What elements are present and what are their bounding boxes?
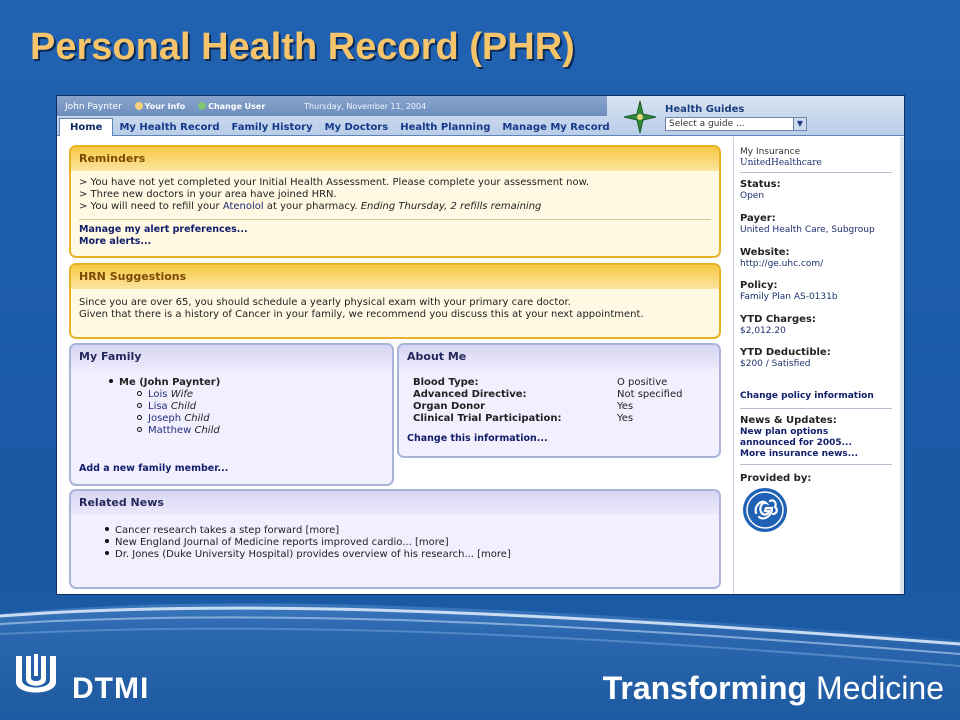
- family-member[interactable]: [109, 425, 384, 437]
- dtmi-brand: DTMI: [72, 672, 150, 705]
- about-me-panel: [397, 343, 721, 458]
- scrollbar[interactable]: [900, 137, 905, 595]
- news-item: [105, 525, 711, 537]
- circle-bullet: [137, 391, 142, 396]
- more-insurance-news-link[interactable]: More insurance news...: [740, 449, 859, 459]
- circle-bullet: [137, 427, 142, 432]
- tab-my-doctors[interactable]: My Doctors: [324, 122, 389, 133]
- family-self-name: Me (John Paynter): [119, 377, 221, 388]
- ytd-charges-value: $2,012.20: [740, 326, 786, 336]
- chevron-down-icon[interactable]: ▼: [793, 118, 806, 130]
- member-name: Matthew: [148, 425, 192, 436]
- about-row: [413, 389, 711, 401]
- reminders-title: Reminders: [71, 147, 719, 171]
- about-key: Blood Type:: [413, 377, 479, 388]
- divider: [740, 464, 892, 465]
- guide-select-value: Select a guide ...: [669, 119, 745, 129]
- health-guides-label: Health Guides: [665, 104, 745, 115]
- policy-value: Family Plan AS-0131b: [740, 292, 838, 302]
- your-info-label: Your Info: [144, 102, 186, 111]
- family-member[interactable]: [109, 413, 384, 425]
- bullet: [105, 551, 109, 555]
- your-info-link[interactable]: [135, 102, 188, 111]
- news-text: Cancer research takes a step forward: [115, 525, 306, 536]
- tab-home[interactable]: Home: [59, 118, 113, 136]
- change-about-link[interactable]: Change this information...: [407, 433, 548, 444]
- divider: [740, 172, 892, 173]
- suggestions-body: [71, 289, 719, 327]
- family-body: [71, 369, 392, 481]
- refill-note: Ending Thursday, 2 refills remaining: [360, 201, 542, 212]
- reminders-panel: [69, 145, 721, 258]
- guide-select[interactable]: [665, 117, 807, 131]
- health-guides: [623, 98, 813, 134]
- family-member[interactable]: [109, 389, 384, 401]
- website-link[interactable]: http://ge.uhc.com/: [740, 259, 824, 269]
- about-value: O positive: [617, 377, 668, 388]
- news-link[interactable]: New plan options: [740, 427, 829, 437]
- news-title: Related News: [71, 491, 719, 515]
- news-item: [105, 549, 711, 561]
- reminder-item: [79, 201, 711, 213]
- about-row: [413, 413, 711, 425]
- circle-bullet: [137, 415, 142, 420]
- member-name: Joseph: [148, 413, 182, 424]
- news-updates-label: News & Updates:: [740, 415, 837, 426]
- divider: [740, 408, 892, 409]
- status-value: Open: [740, 191, 765, 201]
- family-member[interactable]: [109, 401, 384, 413]
- news-list: [79, 525, 711, 561]
- more-link[interactable]: [more]: [477, 549, 511, 560]
- main-content: [57, 137, 733, 595]
- status-label: Status:: [740, 179, 781, 190]
- member-relation: Wife: [170, 389, 194, 400]
- tagline: [603, 670, 944, 707]
- main-tabs: [59, 118, 616, 136]
- member-relation: Child: [184, 413, 210, 424]
- ytd-charges-label: YTD Charges:: [740, 314, 816, 325]
- hrn-suggestions-panel: [69, 263, 721, 339]
- change-user-link[interactable]: [198, 102, 268, 111]
- slide-title: Personal Health Record (PHR): [30, 26, 575, 68]
- tagline-rest: Medicine: [807, 670, 944, 706]
- about-table: [413, 377, 711, 425]
- current-date: Thursday, November 11, 2004: [304, 102, 427, 111]
- member-relation: Child: [170, 401, 197, 412]
- suggestion-line: Given that there is a history of Cancer in your family, we recommend you discuss this at your next appointment.: [79, 309, 644, 320]
- reminders-body: [71, 171, 719, 254]
- reminder-item: > Three new doctors in your area have joined HRN.: [79, 189, 337, 200]
- more-alerts-link[interactable]: More alerts...: [79, 236, 152, 247]
- refill-tail: at your pharmacy.: [263, 201, 361, 212]
- divider: [79, 219, 711, 220]
- user-name: John Paynter: [65, 102, 122, 112]
- my-insurance-label: My Insurance: [740, 147, 801, 157]
- suggestions-title: HRN Suggestions: [71, 265, 719, 289]
- related-news-panel: [69, 489, 721, 589]
- news-body: [71, 515, 719, 567]
- tab-family-history[interactable]: Family History: [231, 122, 313, 133]
- family-list: [79, 377, 384, 437]
- about-row: [413, 401, 711, 413]
- more-link[interactable]: [more]: [414, 537, 449, 548]
- about-row: [413, 377, 711, 389]
- about-key: Clinical Trial Participation:: [413, 413, 562, 424]
- provided-by-label: Provided by:: [740, 473, 812, 484]
- app-topbar: [57, 96, 905, 136]
- insurer-logo: UnitedHealthcare: [740, 158, 822, 168]
- ge-logo-icon: [742, 487, 788, 533]
- reminder-refill-text: > You will need to refill your: [79, 201, 220, 212]
- compass-icon: [623, 100, 657, 134]
- payer-value: United Health Care, Subgroup: [740, 225, 875, 235]
- about-key: Organ Donor: [413, 401, 486, 412]
- add-family-member-link[interactable]: Add a new family member...: [79, 463, 229, 474]
- news-link[interactable]: announced for 2005...: [740, 438, 852, 448]
- news-item: [105, 537, 711, 549]
- bullet: [109, 379, 113, 383]
- more-link[interactable]: [more]: [305, 525, 340, 536]
- my-family-panel: [69, 343, 394, 486]
- drug-link[interactable]: Atenolol: [222, 201, 264, 212]
- tab-manage-my-record[interactable]: Manage My Record: [502, 122, 610, 133]
- about-title: About Me: [399, 345, 719, 369]
- payer-label: Payer:: [740, 213, 776, 224]
- about-value: Not specified: [617, 389, 683, 400]
- ytd-deductible-label: YTD Deductible:: [740, 347, 831, 358]
- reminder-item: > You have not yet completed your Initial Health Assessment. Please complete your assessment now.: [79, 177, 590, 188]
- circle-bullet: [137, 403, 142, 408]
- about-value: Yes: [617, 413, 634, 424]
- website-label: Website:: [740, 247, 790, 258]
- about-value: Yes: [617, 401, 634, 412]
- person-icon: [135, 102, 143, 110]
- user-line: [65, 102, 426, 112]
- member-relation: Child: [194, 425, 220, 436]
- bullet: [105, 527, 109, 531]
- about-body: [399, 369, 719, 451]
- tab-my-health-record[interactable]: My Health Record: [119, 122, 220, 133]
- manage-alerts-link[interactable]: Manage my alert preferences...: [79, 224, 248, 235]
- news-text: New England Journal of Medicine reports improved cardio...: [115, 537, 415, 548]
- tab-health-planning[interactable]: Health Planning: [400, 122, 491, 133]
- family-title: My Family: [71, 345, 392, 369]
- news-text: Dr. Jones (Duke University Hospital) provides overview of his research...: [115, 549, 478, 560]
- family-self: [109, 377, 384, 389]
- ytd-deductible-value: $200 / Satisfied: [740, 359, 811, 369]
- phr-app-window: [56, 95, 905, 595]
- suggestion-line: Since you are over 65, you should schedule a yearly physical exam with your primary care doctor.: [79, 297, 571, 308]
- change-user-icon: [198, 102, 206, 110]
- member-name: Lisa: [148, 401, 168, 412]
- insurance-sidebar: [733, 137, 905, 595]
- member-name: Lois: [148, 389, 168, 400]
- duke-shield-icon: [14, 652, 58, 700]
- change-policy-link[interactable]: Change policy information: [740, 391, 874, 401]
- tagline-bold: Transforming: [602, 670, 808, 706]
- about-key: Advanced Directive:: [413, 389, 527, 400]
- bullet: [105, 539, 109, 543]
- change-user-label: Change User: [208, 102, 266, 111]
- policy-label: Policy:: [740, 280, 778, 291]
